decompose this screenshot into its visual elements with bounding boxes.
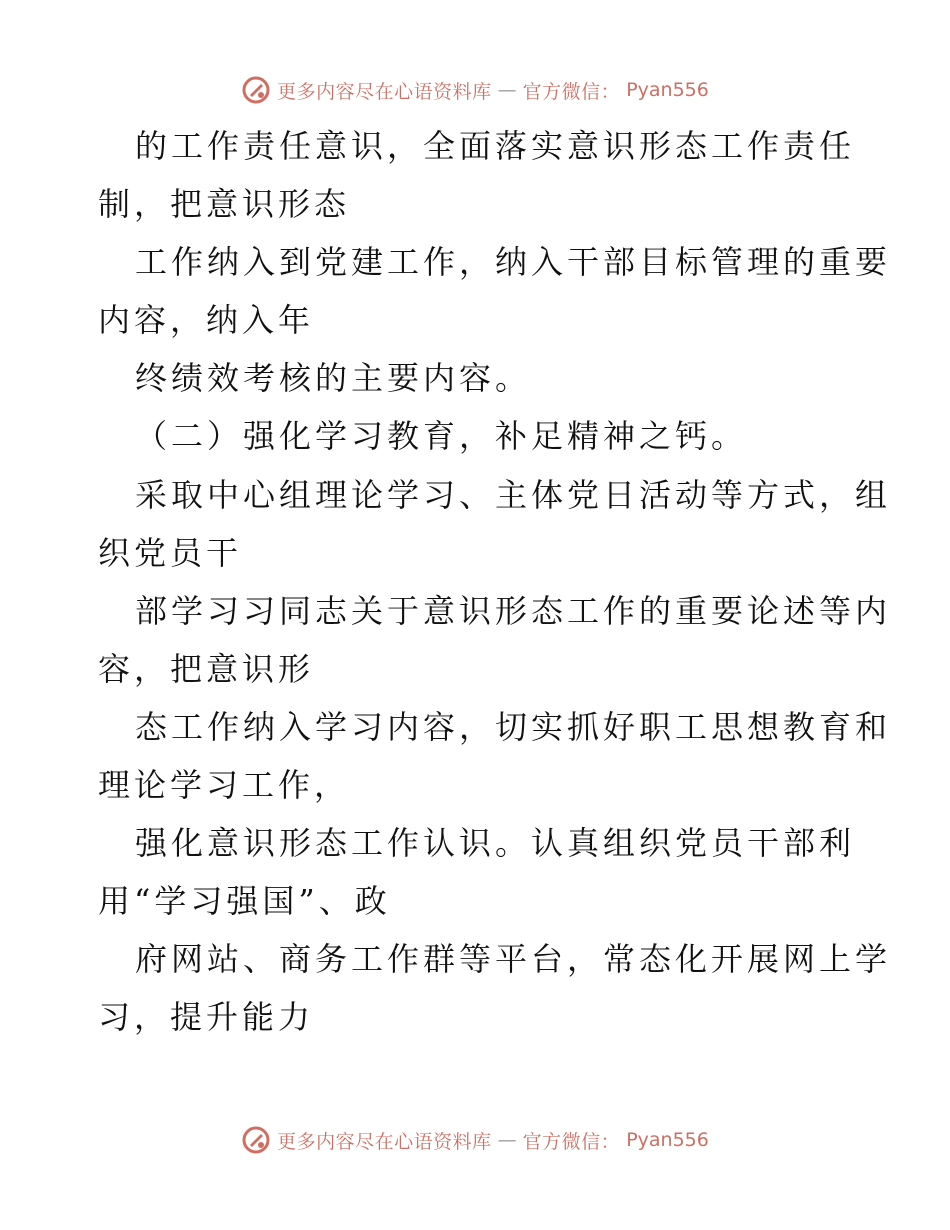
footer-watermark (0, 1120, 950, 1160)
body-line: 容，把意识形 (98, 650, 315, 688)
body-line: 府网站、商务工作群等平台，常态化开展网上学 (135, 940, 892, 978)
body-line: 强化意识形态工作认识。认真组织党员干部利 (135, 824, 856, 862)
watermark-separator: — (497, 79, 517, 101)
body-line: 工作纳入到党建工作，纳入干部目标管理的重要 (135, 243, 892, 281)
header-watermark (0, 70, 950, 110)
watermark-wechat-id: Pyan556 (626, 79, 709, 101)
body-line: 理论学习工作， (98, 766, 351, 804)
brand-logo-icon (241, 1125, 271, 1155)
body-line: 采取中心组理论学习、主体党日活动等方式，组 (135, 476, 892, 514)
body-line: 态工作纳入学习内容，切实抓好职工思想教育和 (135, 708, 892, 746)
body-line: 的工作责任意识，全面落实意识形态工作责任 (135, 127, 856, 165)
watermark-site-text: 更多内容尽在心语资料库 (277, 1130, 492, 1153)
section-heading: （二）强化学习教育，补足精神之钙。 (135, 417, 748, 455)
body-line: 用“学习强国”、政 (98, 882, 391, 920)
watermark-wechat-label: 官方微信： (522, 80, 621, 103)
body-line: 习，提升能力 (98, 998, 315, 1036)
watermark-separator: — (497, 1129, 517, 1151)
body-line: 织党员干 (98, 534, 243, 572)
watermark-wechat-id: Pyan556 (626, 1129, 709, 1151)
body-line: 内容，纳入年 (98, 301, 315, 339)
watermark-site-text: 更多内容尽在心语资料库 (277, 80, 492, 103)
brand-logo-icon (241, 75, 271, 105)
body-line: 部学习习同志关于意识形态工作的重要论述等内 (135, 592, 892, 630)
body-line: 终绩效考核的主要内容。 (135, 359, 532, 397)
body-line: 制，把意识形态 (98, 185, 351, 223)
watermark-wechat-label: 官方微信： (522, 1130, 621, 1153)
